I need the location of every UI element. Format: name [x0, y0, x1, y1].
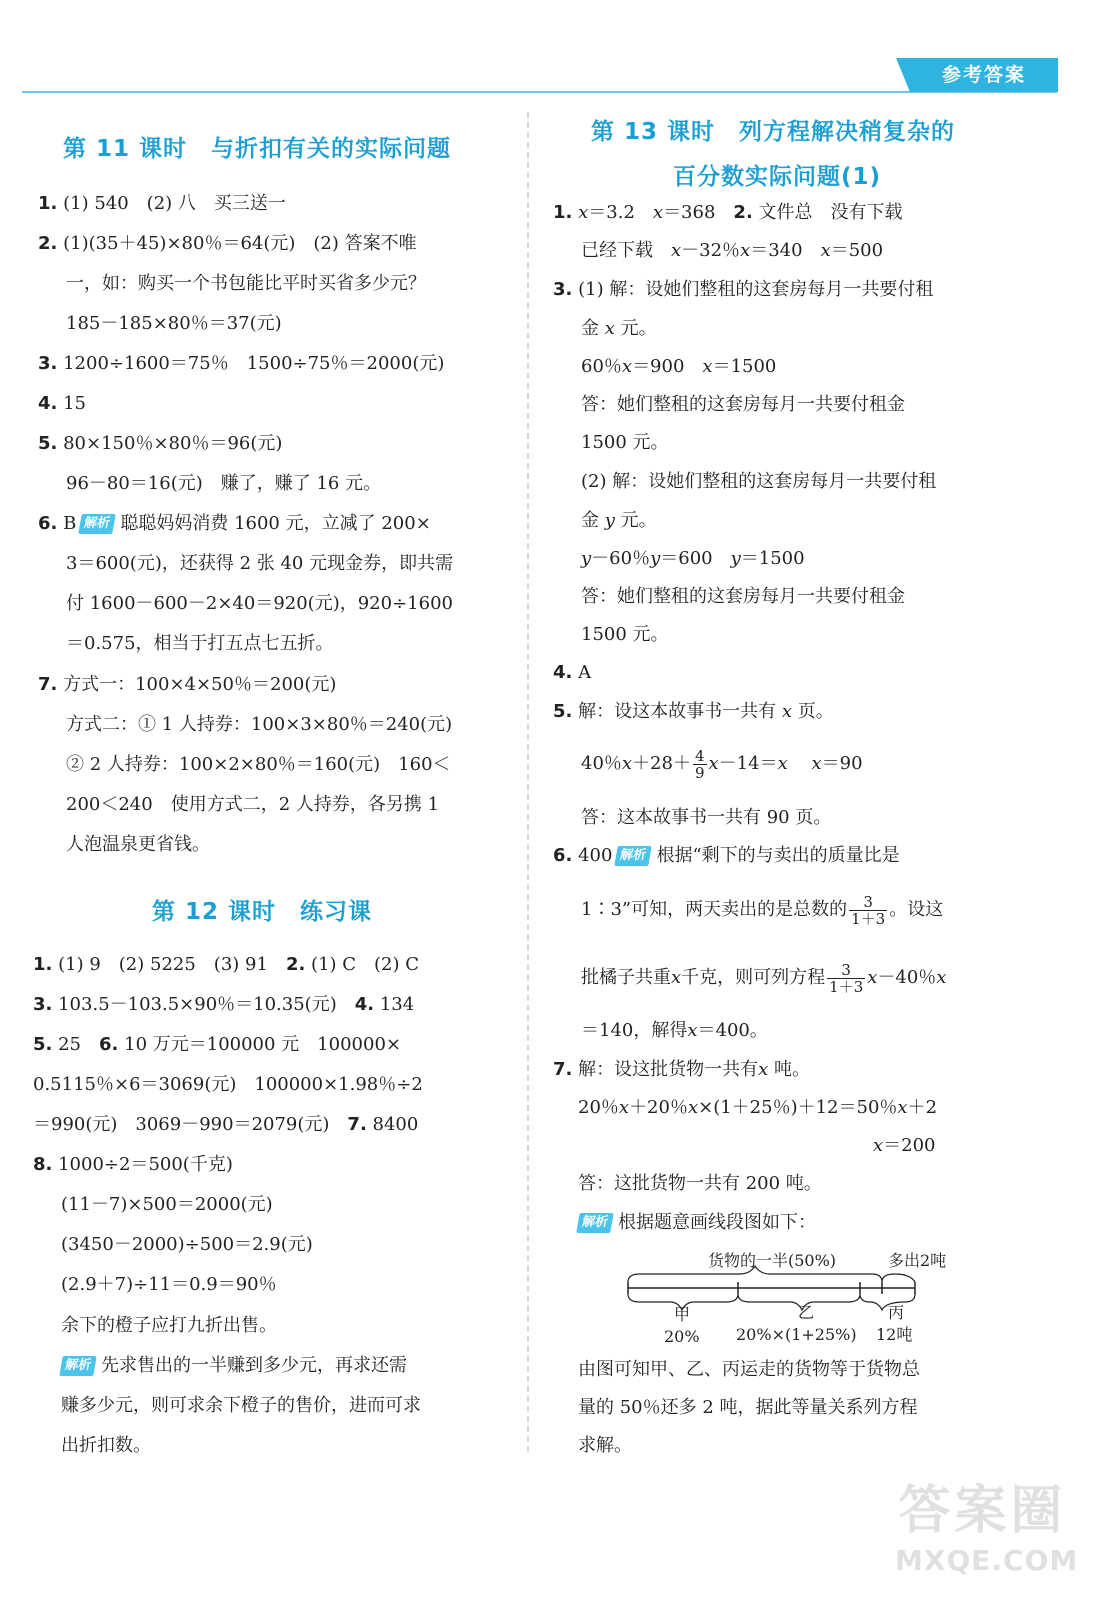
q11-6-line2: 3＝600(元)，还获得 2 张 40 元现金券，即共需 — [66, 553, 454, 574]
q12-3-4: 3. 103.5－103.5×90％＝10.35(元) 4. 134 — [33, 994, 415, 1015]
q11-5-line2: 96－80＝16(元) 赚了，赚了 16 元。 — [66, 473, 382, 494]
q11-5-text: 80×150％×80％＝96(元) — [63, 433, 283, 454]
q13-4-text: A — [578, 662, 592, 683]
q13-5-text: 解：设这本故事书一共有 — [578, 701, 777, 722]
q13-3-part2-answer: 答：她们整租的这套房每月一共要付租金 — [581, 586, 905, 607]
q11-7-text: 方式一：100×4×50％＝200(元) — [63, 674, 337, 695]
q13-2-text: 文件总 没有下载 — [758, 202, 903, 223]
diagram-extra-label: 多出2吨 — [888, 1251, 947, 1270]
q13-7-analysis-text: 根据题意画线段图如下： — [618, 1212, 817, 1233]
q11-4-text: 15 — [63, 393, 87, 414]
q12-6-line3-7: ＝990(元) 3069－990＝2079(元) 7. 8400 — [33, 1114, 419, 1135]
q12-8-analysis-line2: 赚多少元，则可求余下橙子的售价，进而可求 — [61, 1395, 421, 1416]
q13-3-eq: 60％x＝900 x＝1500 — [581, 356, 777, 377]
q11-6-line3: 付 1600－600－2×40＝920(元)，920÷1600 — [66, 593, 453, 614]
q11-6: 6. B 解析 聪聪妈妈消费 1600 元，立减了 200× — [38, 513, 431, 534]
q12-8-analysis-text: 先求售出的一半赚到多少元，再求还需 — [101, 1355, 408, 1376]
q13-7-analysis — [574, 1210, 816, 1236]
q13-7-eq: 20％x＋20％x×(1＋25％)＋12＝50％x＋2 — [578, 1097, 938, 1118]
q11-2-line3: 185－185×80％＝37(元) — [66, 313, 282, 334]
q11-5: 5. 80×150％×80％＝96(元) — [38, 433, 283, 454]
q11-7-line5: 人泡温泉更省钱。 — [66, 834, 210, 855]
q13-2-downloaded: 已经下载 — [581, 240, 653, 261]
q12-5-6: 5. 25 6. 10 万元＝100000 元 100000× — [33, 1034, 401, 1055]
q11-4: 4. 15 — [38, 393, 87, 414]
q12-1-text: (1) 9 (2) 5225 (3) 91 — [58, 954, 268, 975]
analysis-tag: 解析 — [59, 1356, 97, 1376]
lesson-12-title: 第 12 课时 练习课 — [152, 899, 373, 925]
diagram-val-yi: 20%×(1+25%) — [736, 1325, 857, 1344]
watermark-line2: MXQE.COM — [895, 1544, 1079, 1577]
q11-2-text: (1)(35＋45)×80％＝64(元) (2) 答案不唯 — [63, 233, 417, 254]
q12-5-text: 25 — [58, 1034, 82, 1055]
q12-8-text: 1000÷2＝500(千克) — [58, 1154, 233, 1175]
q11-7-line4: 200＜240 使用方式二，2 人持券，各另携 1 — [66, 794, 440, 815]
q13-2-line2: 已经下载 x－32％x＝340 x＝500 — [581, 240, 884, 261]
q12-8-line3: (3450－2000)÷500＝2.9(元) — [61, 1234, 313, 1255]
q13-6-line3: 批橘子共重x千克，则可列方程 $\frac{3}{1+3}$ x－40％x — [581, 960, 947, 996]
q13-6-line4-a: ＝140，解得 — [581, 1020, 688, 1041]
q12-7-text: 8400 — [372, 1114, 419, 1135]
q13-6-line3-a: 批橘子共重 — [581, 967, 671, 988]
q11-2-line2: 一，如：购买一个书包能比平时买省多少元？ — [66, 273, 426, 294]
q12-6-text: 10 万元＝100000 元 100000× — [124, 1034, 401, 1055]
diagram-extra-brace — [882, 1274, 915, 1282]
answer-key-tab: 参考答案 — [910, 58, 1058, 92]
q11-1: 1. (1) 540 (2) 八 买三送一 — [38, 193, 286, 214]
q13-6-line4: ＝140，解得x＝400。 — [581, 1020, 768, 1041]
q13-7-conclusion3: 求解。 — [578, 1435, 632, 1456]
analysis-tag: 解析 — [79, 514, 117, 534]
q13-7-conclusion: 由图可知甲、乙、丙运走的货物等于货物总 — [578, 1359, 920, 1380]
q13-7-answer: 答：这批货物一共有 200 吨。 — [578, 1173, 822, 1194]
q11-3: 3. 1200÷1600＝75％ 1500÷75％＝2000(元) — [38, 353, 445, 374]
watermark-line1: 答案圈 — [898, 1481, 1067, 1541]
q13-6-line3-b: 千克，则可列方程 — [681, 967, 826, 988]
q13-5-eq: 40％x＋28＋ $\frac{4}{9}$ x－14＝x x＝90 — [581, 746, 863, 782]
q13-5-ye: 页。 — [797, 701, 834, 722]
q13-1-2: 1. x＝3.2 x＝368 2. 文件总 没有下载 — [553, 202, 903, 223]
q13-3-part2-yuan: 元。 — [620, 510, 657, 531]
q13-7-solution: x＝200 — [873, 1135, 936, 1156]
q13-6-shezhe: 。设这 — [889, 899, 944, 920]
q12-8-line4: (2.9＋7)÷11＝0.9＝90％ — [61, 1274, 277, 1295]
q13-7: 7. 解：设这批货物一共有x 吨。 — [553, 1059, 810, 1080]
q12-1-2: 1. (1) 9 (2) 5225 (3) 91 2. (1) C (2) C — [33, 954, 420, 975]
q13-6-text: 根据“剩下的与卖出的质量比是 — [656, 845, 900, 866]
q13-6-line2: 1∶3”可知，两天卖出的是总数的 $\frac{3}{1+3}$ 。设这 — [581, 892, 944, 928]
q13-3-yuan: 元。 — [620, 318, 657, 339]
q12-8-line5: 余下的橙子应打九折出售。 — [61, 1315, 277, 1336]
q12-8-analysis — [57, 1353, 407, 1379]
diagram-val-jia: 20% — [664, 1327, 700, 1346]
watermark — [895, 1478, 1079, 1584]
q12-2-text: (1) C (2) C — [311, 954, 420, 975]
q13-3-part2-jin: 金 — [581, 510, 599, 531]
q13-3-answer2: 1500 元。 — [581, 432, 669, 453]
q12-6-line3: ＝990(元) 3069－990＝2079(元) — [33, 1114, 330, 1135]
q13-5: 5. 解：设这本故事书一共有 x 页。 — [553, 701, 834, 722]
line-segment-diagram — [620, 1244, 960, 1348]
q13-6-answer: 400 — [578, 845, 613, 866]
analysis-tag: 解析 — [615, 846, 653, 866]
q13-3-answer: 答：她们整租的这套房每月一共要付租金 — [581, 394, 905, 415]
q12-4-text: 134 — [379, 994, 415, 1015]
q13-3-part2-eq: y－60％y＝600 y＝1500 — [581, 548, 805, 569]
q13-7-dun: 吨。 — [774, 1059, 810, 1080]
q11-1-text: (1) 540 (2) 八 买三送一 — [63, 193, 286, 214]
lesson-13-title-line2: 百分数实际问题(1) — [673, 164, 882, 190]
q11-3-text: 1200÷1600＝75％ 1500÷75％＝2000(元) — [63, 353, 445, 374]
analysis-tag: 解析 — [576, 1213, 614, 1233]
q11-6-line4: ＝0.575，相当于打五点七五折。 — [66, 633, 334, 654]
q11-7: 7. 方式一：100×4×50％＝200(元) — [38, 674, 337, 695]
q12-8-analysis-line3: 出折扣数。 — [61, 1435, 151, 1456]
q13-3-text: (1) 解：设她们整租的这套房每月一共要付租 — [578, 279, 934, 300]
q13-7-text: 解：设这批货物一共有 — [578, 1059, 759, 1080]
q11-2: 2. (1)(35＋45)×80％＝64(元) (2) 答案不唯 — [38, 233, 417, 254]
q13-6-line2-text: 1∶3”可知，两天卖出的是总数的 — [581, 899, 848, 920]
q12-8-line2: (11－7)×500＝2000(元) — [61, 1194, 273, 1215]
q13-6-line4-b: ＝400。 — [697, 1020, 768, 1041]
q13-3: 3. (1) 解：设她们整租的这套房每月一共要付租 — [553, 279, 934, 300]
q12-8: 8. 1000÷2＝500(千克) — [33, 1154, 233, 1175]
diagram-val-bing: 12吨 — [876, 1325, 913, 1344]
q11-6-answer: B — [63, 513, 77, 534]
q13-3-jin: 金 — [581, 318, 599, 339]
q13-5-answer: 答：这本故事书一共有 90 页。 — [581, 807, 832, 828]
diagram-seg-yi: 乙 — [798, 1303, 815, 1322]
diagram-half-label: 货物的一半(50%) — [708, 1251, 837, 1270]
q13-3-part2-answer2: 1500 元。 — [581, 624, 669, 645]
q11-7-line2: 方式二：① 1 人持券：100×3×80％＝240(元) — [66, 714, 453, 735]
q11-7-line3: ② 2 人持券：100×2×80％＝160(元) 160＜ — [66, 754, 451, 775]
diagram-seg-jia: 甲 — [674, 1305, 691, 1324]
lesson-11-title: 第 11 课时 与折扣有关的实际问题 — [63, 136, 452, 162]
q11-6-text: 聪聪妈妈消费 1600 元，立减了 200× — [120, 513, 431, 534]
diagram-seg-bing: 丙 — [888, 1303, 905, 1322]
column-divider — [527, 112, 529, 1452]
q13-3-line2: 金 x 元。 — [581, 318, 657, 339]
q13-3-part2-line2: 金 y 元。 — [581, 510, 657, 531]
q13-7-conclusion2: 量的 50％还多 2 吨，据此等量关系列方程 — [578, 1397, 918, 1418]
lesson-13-title-line1: 第 13 课时 列方程解决稍复杂的 — [591, 119, 956, 145]
q13-4: 4. A — [553, 662, 592, 683]
q12-6-line2: 0.5115％×6＝3069(元) 100000×1.98％÷2 — [33, 1074, 423, 1095]
q13-6: 6. 400 解析 根据“剩下的与卖出的质量比是 — [553, 845, 900, 866]
q13-3-part2: (2) 解：设她们整租的这套房每月一共要付租 — [581, 471, 937, 492]
q12-3-text: 103.5－103.5×90％＝10.35(元) — [58, 994, 337, 1015]
